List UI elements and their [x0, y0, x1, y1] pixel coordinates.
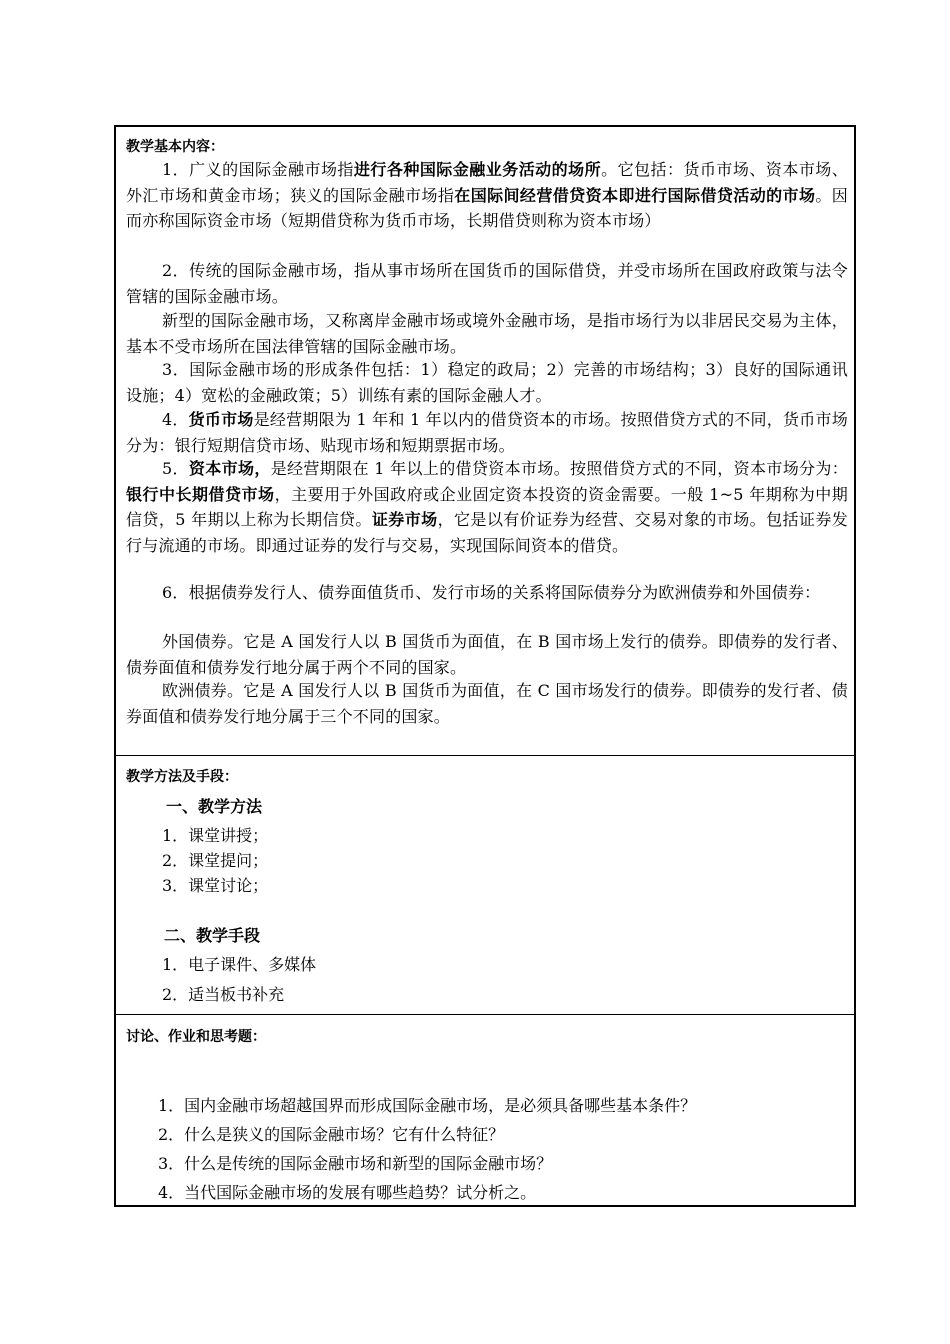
methods-item: 2．课堂提问； — [162, 851, 269, 870]
question-item: 2．什么是狭义的国际金融市场？它有什么特征？ — [158, 1125, 505, 1144]
content-paragraph-1 — [126, 157, 848, 234]
lesson-plan-table — [114, 125, 856, 1207]
content-paragraph-6 — [126, 456, 848, 558]
emphasized-text: 进行各种国际金融业务活动的场所 — [353, 160, 602, 179]
means-item: 2．适当板书补充 — [162, 985, 285, 1004]
methods-item: 1．课堂讲授； — [162, 826, 269, 845]
question-item: 3．什么是传统的国际金融市场和新型的国际金融市场？ — [158, 1154, 553, 1173]
content-paragraph-2: 2．传统的国际金融市场，指从事市场所在国货币的国际借贷，并受市场所在国政府政策与法令管辖的国际金融市场。 — [126, 261, 848, 306]
content-paragraph-9: 欧洲债券。它是 A 国发行人以 B 国货币为面值，在 C 国市场发行的债券。即债券的发行者、债券面值和债券发行地分属于三个不同的国家。 — [126, 681, 848, 726]
teaching-methods-section — [116, 755, 854, 1014]
content-paragraph-3: 新型的国际金融市场，又称离岸金融市场或境外金融市场，是指市场行为以非居民交易为主体，基本不受市场所在国法律管辖的国际金融市场。 — [126, 311, 848, 356]
methods-item: 3．课堂讨论； — [162, 876, 269, 895]
question-item: 1．国内金融市场超越国界而形成国际金融市场，是必须具备哪些基本条件？ — [158, 1096, 697, 1115]
emphasized-text: 资本市场， — [188, 459, 271, 478]
emphasized-text: 银行中长期借贷市场 — [126, 484, 275, 504]
text-run: 。它包括：货币市场、资本市场、外汇市场和黄金市场；狭义的国际金融市场指 — [126, 160, 848, 205]
emphasized-text: 在国际间经营借贷资本即进行国际借贷活动的市场 — [454, 185, 816, 205]
text-run: 是经营期限为 1 年和 1 年以内的借贷资本的市场。按照借贷方式的不同，货币市场分为：银行短期信贷市场、贴现市场和短期票据市场。 — [126, 410, 848, 455]
discussion-label: 讨论、作业和思考题： — [126, 1029, 266, 1045]
means-item: 1．电子课件、多媒体 — [162, 955, 317, 974]
teaching-methods-label: 教学方法及手段： — [126, 769, 238, 785]
teaching-content-label: 教学基本内容： — [126, 139, 224, 155]
emphasized-text: 证券市场 — [371, 510, 438, 529]
text-run: 4． — [162, 410, 189, 429]
text-run: ，主要用于外国政府或企业固定资本投资的资金需要。一般 1~5 年期称为中期信贷，5 年期以上称为长期信贷。 — [126, 484, 848, 529]
content-paragraph-5 — [126, 407, 848, 458]
discussion-section — [116, 1014, 854, 1205]
text-run: ，它是以有价证券为经营、交易对象的市场。包括证券发行与流通的市场。即通过证券的发行与交易，实现国际间资本的借贷。 — [126, 510, 848, 555]
content-paragraph-7: 6．根据债券发行人、债券面值货币、发行市场的关系将国际债券分为欧洲债券和外国债券： — [162, 583, 821, 602]
means-heading: 二、教学手段 — [164, 926, 261, 945]
content-paragraph-8: 外国债券。它是 A 国发行人以 B 国货币为面值，在 B 国市场上发行的债券。即债券的发行者、债券面值和债券发行地分属于两个不同的国家。 — [126, 632, 848, 677]
question-item: 4．当代国际金融市场的发展有哪些趋势？试分析之。 — [158, 1183, 537, 1202]
content-paragraph-4: 3．国际金融市场的形成条件包括：1）稳定的政局；2）完善的市场结构；3）良好的国际通讯设施；4）宽松的金融政策；5）训练有素的国际金融人才。 — [126, 360, 848, 405]
emphasized-text: 货币市场 — [188, 410, 254, 429]
text-run: 是经营期限在 1 年以上的借贷资本市场。按照借贷方式的不同，资本市场分为： — [270, 459, 848, 478]
text-run: 。因而亦称国际资金市场（短期借贷称为货币市场，长期借贷则称为资本市场） — [126, 185, 848, 230]
teaching-content-section — [116, 127, 854, 755]
text-run: 5． — [162, 459, 189, 478]
methods-heading: 一、教学方法 — [166, 797, 263, 816]
text-run: 1．广义的国际金融市场指 — [162, 160, 354, 179]
